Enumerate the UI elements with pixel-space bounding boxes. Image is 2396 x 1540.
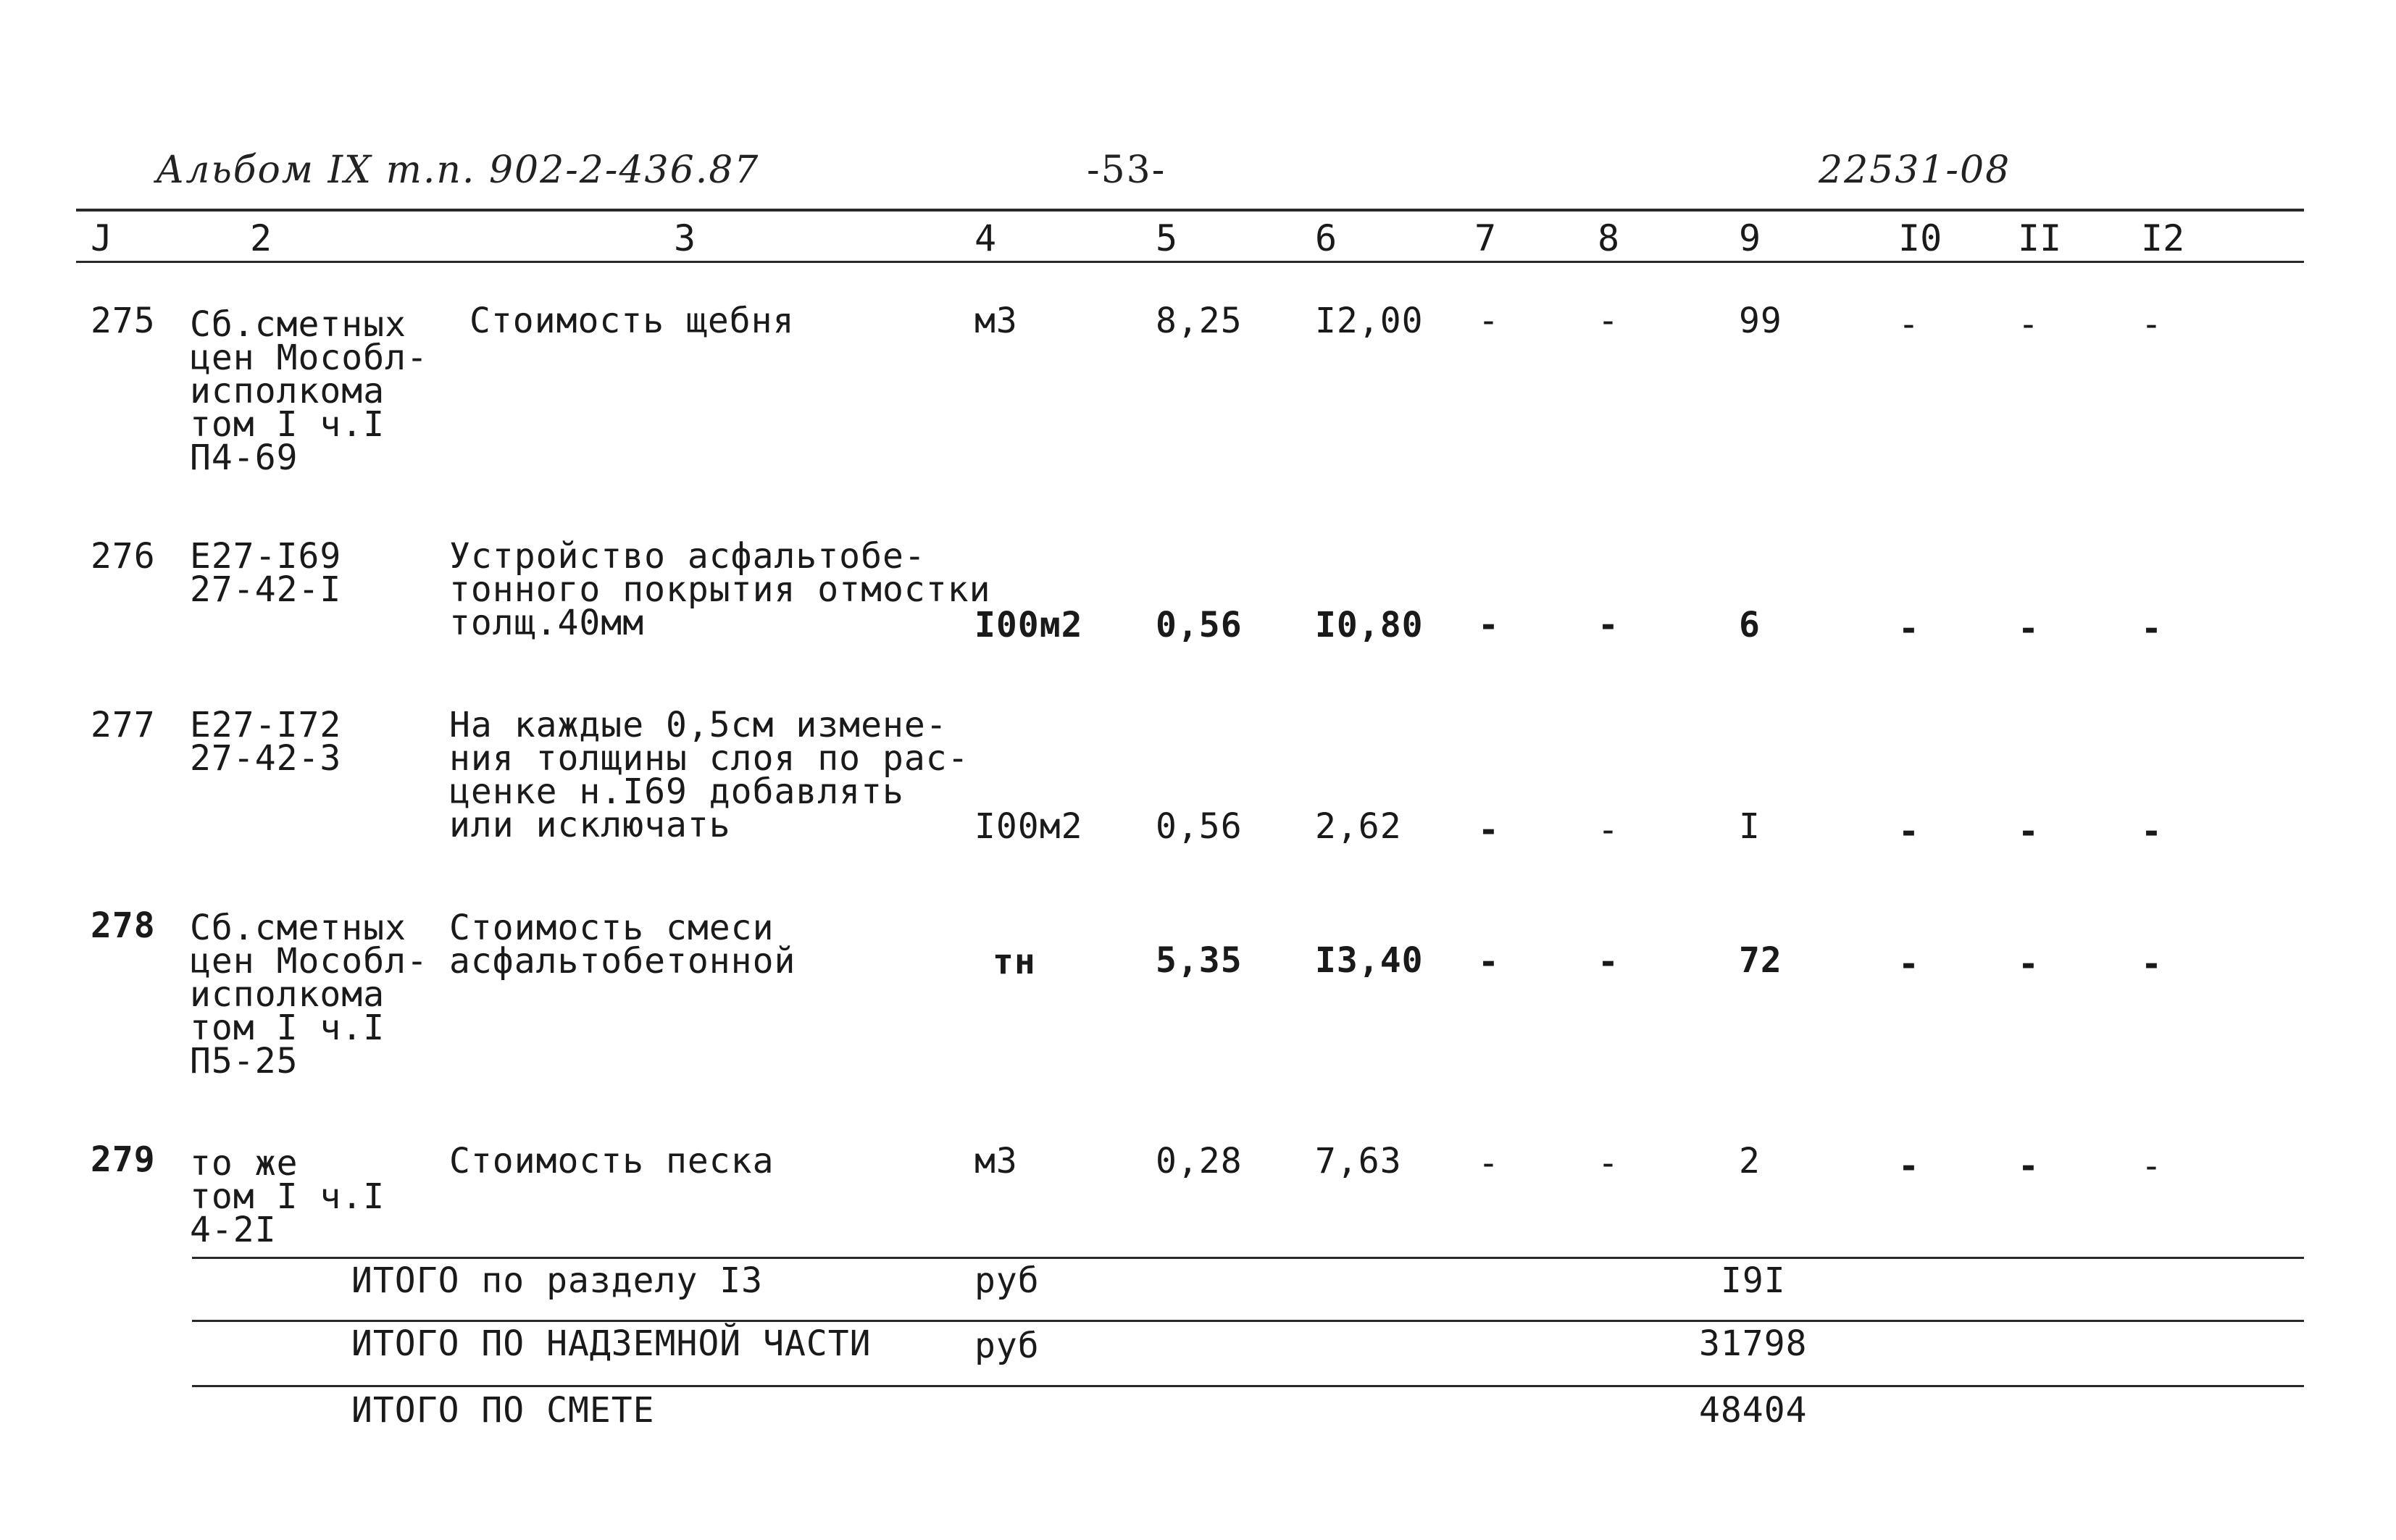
row-quantity: 0,28	[1156, 1141, 1243, 1181]
row-reference: то же том I ч.I 4-2I	[190, 1143, 385, 1250]
column-number-12: I2	[2141, 217, 2185, 259]
row-col12: -	[2141, 944, 2162, 984]
totals-rule-1	[192, 1257, 2304, 1259]
row-col10: -	[1898, 304, 1919, 345]
row-col8: -	[1598, 605, 1619, 645]
row-quantity: 8,25	[1156, 301, 1243, 341]
row-price: I3,40	[1315, 940, 1424, 981]
row-col7: -	[1478, 1143, 1499, 1184]
row-number: 276	[91, 536, 156, 577]
row-unit: м3	[974, 1141, 1018, 1181]
row-price: I2,00	[1315, 301, 1424, 341]
row-col8: -	[1598, 1143, 1619, 1184]
album-reference: Альбом IX т.п. 902-2-436.87	[156, 148, 760, 192]
row-reference: Сб.сметных цен Мособл- исполкома том I ч.I П5-25	[190, 908, 428, 1081]
row-col10: -	[1898, 811, 1919, 852]
row-col10: -	[1898, 608, 1919, 649]
row-number: 277	[91, 705, 156, 745]
column-number-2: 2	[250, 217, 272, 259]
row-col12: -	[2141, 304, 2162, 345]
row-description: Стоимость песка	[449, 1141, 775, 1181]
row-col11: -	[2018, 1146, 2039, 1187]
row-number: 279	[91, 1139, 156, 1180]
row-number: 275	[91, 301, 156, 341]
row-price: I0,80	[1315, 605, 1424, 645]
total-value: 31798	[1699, 1323, 1808, 1364]
row-description: Стоимость смеси асфальтобетонной	[449, 908, 796, 982]
column-number-1: J	[91, 217, 113, 259]
row-col9: 72	[1739, 940, 1782, 981]
row-col10: -	[1898, 1146, 1919, 1187]
totals-rule-2	[192, 1320, 2304, 1322]
row-quantity: 5,35	[1156, 940, 1243, 981]
row-price: 7,63	[1315, 1141, 1402, 1181]
row-col7: -	[1478, 810, 1499, 850]
row-col9: I	[1739, 806, 1761, 847]
column-number-10: I0	[1898, 217, 1942, 259]
total-unit: руб	[974, 1260, 1040, 1301]
total-value: I9I	[1721, 1260, 1786, 1301]
row-col7: -	[1478, 301, 1499, 341]
column-number-9: 9	[1739, 217, 1761, 259]
row-unit: I00м2	[974, 605, 1083, 645]
document-code: 22531-08	[1819, 148, 2011, 192]
row-col9: 2	[1739, 1141, 1761, 1181]
column-number-5: 5	[1156, 217, 1178, 259]
row-col8: -	[1598, 810, 1619, 850]
row-col12: -	[2141, 608, 2162, 649]
row-description: На каждые 0,5см измене- ния толщины слоя по рас- ценке н.I69 добавлять или исключать	[449, 705, 969, 845]
column-number-6: 6	[1315, 217, 1337, 259]
total-label: ИТОГО ПО НАДЗЕМНОЙ ЧАСТИ	[351, 1323, 872, 1364]
column-number-7: 7	[1474, 217, 1497, 259]
row-reference: Е27-I69 27-42-I	[190, 536, 342, 610]
column-header-rule	[76, 261, 2304, 263]
row-reference: Е27-I72 27-42-3	[190, 705, 342, 779]
row-number: 278	[91, 905, 156, 946]
row-unit: м3	[974, 301, 1018, 341]
total-value: 48404	[1699, 1390, 1808, 1431]
row-col11: -	[2018, 608, 2039, 649]
row-col8: -	[1598, 942, 1619, 982]
row-col12: -	[2141, 811, 2162, 852]
column-number-8: 8	[1598, 217, 1620, 259]
column-number-3: 3	[674, 217, 696, 259]
row-col7: -	[1478, 942, 1499, 982]
row-col9: 6	[1739, 605, 1761, 645]
row-description: Устройство асфальтобе- тонного покрытия отмостки толщ.40мм	[449, 536, 991, 643]
top-rule	[76, 209, 2304, 212]
total-label: ИТОГО по разделу I3	[351, 1260, 764, 1301]
column-number-11: II	[2018, 217, 2062, 259]
total-unit: руб	[974, 1326, 1040, 1366]
row-unit: тн	[993, 942, 1036, 982]
row-unit: I00м2	[974, 806, 1083, 847]
row-description: Стоимость щебня	[469, 301, 795, 341]
row-col11: -	[2018, 944, 2039, 984]
page-number: -53-	[1087, 148, 1166, 192]
row-col9: 99	[1739, 301, 1782, 341]
row-col11: -	[2018, 811, 2039, 852]
row-col8: -	[1598, 301, 1619, 341]
row-quantity: 0,56	[1156, 605, 1243, 645]
row-quantity: 0,56	[1156, 806, 1243, 847]
row-reference: Сб.сметных цен Мособл- исполкома том I ч.I П4-69	[190, 304, 428, 478]
row-price: 2,62	[1315, 806, 1402, 847]
row-col12: -	[2141, 1146, 2162, 1187]
row-col10: -	[1898, 944, 1919, 984]
totals-rule-3	[192, 1385, 2304, 1387]
row-col11: -	[2018, 304, 2039, 345]
row-col7: -	[1478, 605, 1499, 645]
total-label: ИТОГО ПО СМЕТЕ	[351, 1390, 655, 1431]
column-number-4: 4	[974, 217, 997, 259]
